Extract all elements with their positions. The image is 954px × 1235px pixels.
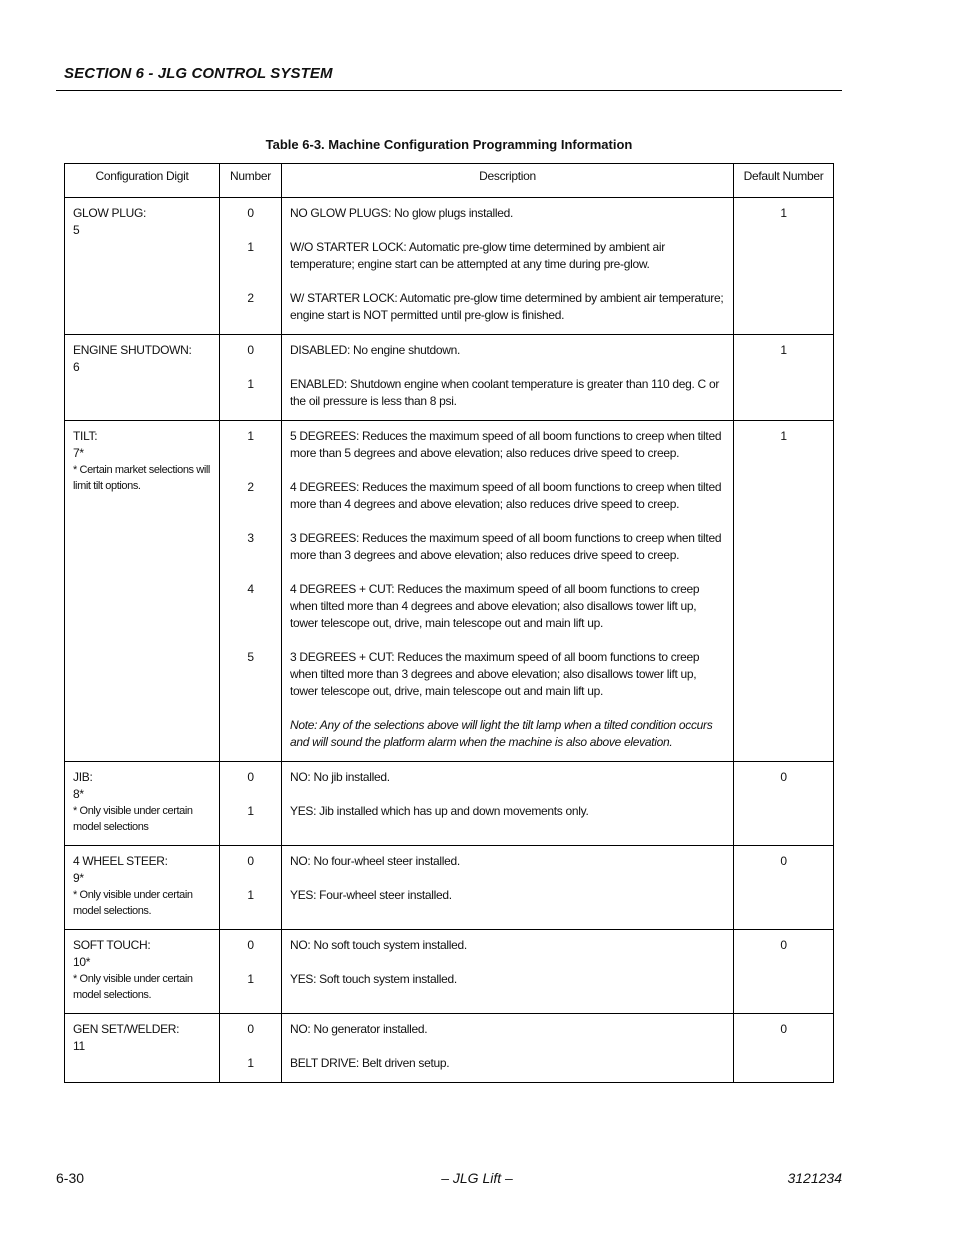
header-divider	[56, 90, 842, 91]
default-number: 1	[780, 206, 787, 220]
configuration-digit-cell	[65, 198, 220, 335]
option-number: 1	[247, 972, 254, 986]
table-row	[65, 762, 834, 846]
option-number: 0	[247, 854, 254, 868]
option-description: 3 DEGREES: Reduces the maximum speed of all boom functions to creep when tilted more than 3 degrees and above elevation; also reduces drive speed to creep.	[290, 531, 722, 562]
default-number: 1	[780, 343, 787, 357]
option-description: W/O STARTER LOCK: Automatic pre-glow time determined by ambient air temperature; engine start can be attempted at any time during pre-glow.	[290, 240, 665, 271]
description-cell	[282, 335, 734, 421]
option-description: ENABLED: Shutdown engine when coolant temperature is greater than 110 deg. C or the oil pressure is less than 8 psi.	[290, 377, 720, 408]
configuration-digit-cell	[65, 846, 220, 930]
digit-footnote: * Only visible under certain model selections.	[73, 889, 193, 917]
option-description: YES: Soft touch system installed.	[290, 972, 457, 986]
description-cell	[282, 198, 734, 335]
option-number: 1	[247, 888, 254, 902]
table-body	[65, 198, 834, 1083]
default-number-cell	[734, 198, 834, 335]
option-description: W/ STARTER LOCK: Automatic pre-glow time determined by ambient air temperature; engine start is NOT permitted until pre-glow is finished.	[290, 291, 724, 322]
digit-footnote: * Certain market selections will limit tilt options.	[73, 464, 210, 492]
default-number-cell	[734, 335, 834, 421]
column-header-default-number: Default Number	[734, 164, 834, 198]
table-row	[65, 846, 834, 930]
default-number: 0	[780, 1022, 787, 1036]
table-row	[65, 198, 834, 335]
option-description: 4 DEGREES: Reduces the maximum speed of all boom functions to creep when tilted more than 4 degrees and above elevation; also reduces drive speed to creep.	[290, 480, 722, 511]
option-number: 3	[247, 531, 254, 545]
table-row	[65, 421, 834, 762]
digit-number: 7*	[73, 446, 84, 460]
option-description: DISABLED: No engine shutdown.	[290, 343, 461, 357]
option-number: 0	[247, 938, 254, 952]
digit-number: 5	[73, 223, 80, 237]
table-row	[65, 930, 834, 1014]
tilt-note: Note: Any of the selections above will light the tilt lamp when a tilted condition occurs and will sound the platform alarm when the machine is also above elevation.	[290, 718, 713, 749]
configuration-digit-cell	[65, 421, 220, 762]
option-number: 1	[247, 240, 254, 254]
digit-name: JIB:	[73, 770, 93, 784]
option-number: 1	[247, 1056, 254, 1070]
option-number: 5	[247, 650, 254, 664]
option-number: 1	[247, 429, 254, 443]
number-cell	[220, 846, 282, 930]
option-description: 5 DEGREES: Reduces the maximum speed of all boom functions to creep when tilted more than 5 degrees and above elevation; also reduces drive speed to creep.	[290, 429, 722, 460]
digit-number: 8*	[73, 787, 84, 801]
description-cell	[282, 846, 734, 930]
number-cell	[220, 762, 282, 846]
footer-center-text: – JLG Lift –	[441, 1170, 513, 1186]
option-number: 1	[247, 804, 254, 818]
option-number: 2	[247, 480, 254, 494]
option-number: 0	[247, 343, 254, 357]
default-number: 1	[780, 429, 787, 443]
configuration-digit-cell	[65, 930, 220, 1014]
default-number-cell	[734, 930, 834, 1014]
digit-name: SOFT TOUCH:	[73, 938, 151, 952]
default-number-cell	[734, 421, 834, 762]
table-header-row	[65, 164, 834, 198]
option-description: NO: No generator installed.	[290, 1022, 428, 1036]
number-cell	[220, 198, 282, 335]
page-number: 6-30	[56, 1170, 85, 1186]
column-header-number: Number	[220, 164, 282, 198]
default-number-cell	[734, 1014, 834, 1083]
digit-name: ENGINE SHUTDOWN:	[73, 343, 192, 357]
option-description: 4 DEGREES + CUT: Reduces the maximum speed of all boom functions to creep when tilted more than 4 degrees and above elevation; also disallows tower lift up, tower telescope out, drive, main telescope out and main lift up.	[290, 582, 700, 630]
option-number: 2	[247, 291, 254, 305]
digit-number: 9*	[73, 871, 84, 885]
option-description: NO GLOW PLUGS: No glow plugs installed.	[290, 206, 514, 220]
number-cell	[220, 421, 282, 762]
digit-name: GEN SET/WELDER:	[73, 1022, 180, 1036]
option-number: 0	[247, 206, 254, 220]
document-number: 3121234	[787, 1170, 842, 1186]
digit-footnote: * Only visible under certain model selections.	[73, 973, 193, 1001]
table-caption: Table 6-3. Machine Configuration Programming Information	[265, 137, 633, 152]
column-header-configuration-digit: Configuration Digit	[65, 164, 220, 198]
digit-name: TILT:	[73, 429, 98, 443]
configuration-digit-cell	[65, 335, 220, 421]
digit-footnote: * Only visible under certain model selections	[73, 805, 193, 833]
digit-number: 11	[73, 1039, 85, 1053]
option-description: 3 DEGREES + CUT: Reduces the maximum speed of all boom functions to creep when tilted more than 3 degrees and above elevation; also disallows tower lift up, tower telescope out, drive, main telescope out and main lift up.	[290, 650, 700, 698]
default-number: 0	[780, 938, 787, 952]
section-title: SECTION 6 - JLG CONTROL SYSTEM	[64, 65, 333, 82]
option-description: YES: Jib installed which has up and down movements only.	[290, 804, 589, 818]
digit-number: 10*	[73, 955, 91, 969]
default-number: 0	[780, 854, 787, 868]
default-number-cell	[734, 762, 834, 846]
table-row	[65, 1014, 834, 1083]
number-cell	[220, 1014, 282, 1083]
digit-number: 6	[73, 360, 80, 374]
option-description: BELT DRIVE: Belt driven setup.	[290, 1056, 450, 1070]
description-cell	[282, 1014, 734, 1083]
digit-name: GLOW PLUG:	[73, 206, 147, 220]
option-description: YES: Four-wheel steer installed.	[290, 888, 452, 902]
option-number: 0	[247, 770, 254, 784]
option-number: 1	[247, 377, 254, 391]
configuration-digit-cell	[65, 1014, 220, 1083]
digit-name: 4 WHEEL STEER:	[73, 854, 168, 868]
default-number-cell	[734, 846, 834, 930]
option-description: NO: No soft touch system installed.	[290, 938, 467, 952]
option-number: 4	[247, 582, 254, 596]
option-description: NO: No four-wheel steer installed.	[290, 854, 460, 868]
option-number: 0	[247, 1022, 254, 1036]
description-cell	[282, 930, 734, 1014]
column-header-description: Description	[282, 164, 734, 198]
default-number: 0	[780, 770, 787, 784]
table-row	[65, 335, 834, 421]
number-cell	[220, 930, 282, 1014]
configuration-table	[64, 163, 834, 1083]
configuration-digit-cell	[65, 762, 220, 846]
option-description: NO: No jib installed.	[290, 770, 390, 784]
description-cell	[282, 421, 734, 762]
description-cell	[282, 762, 734, 846]
number-cell	[220, 335, 282, 421]
